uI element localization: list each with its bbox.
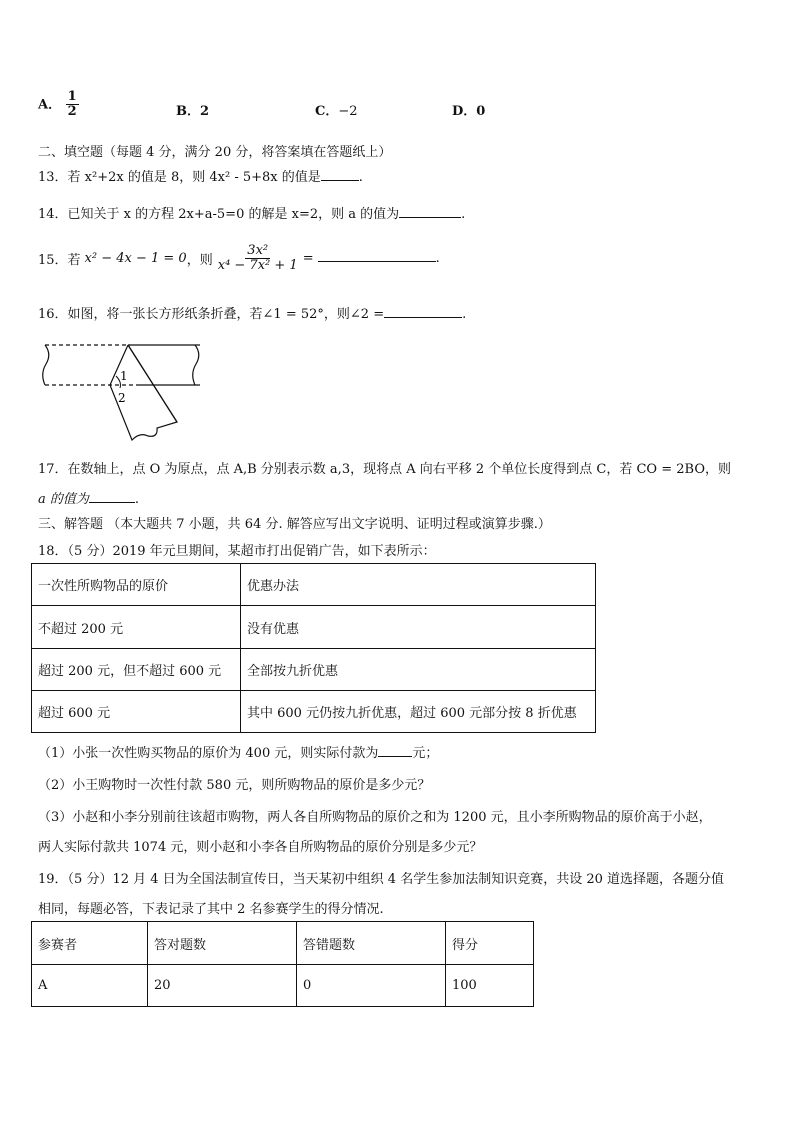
- q18-part2: （2）小王购物时一次性付款 580 元，则所购物品的原价是多少元？: [38, 778, 431, 793]
- section2-heading: 二、填空题（每题 4 分，满分 20 分，将答案填在答题纸上）: [38, 145, 392, 160]
- question-19-line1: 19．（5 分）12 月 4 日为全国法制宣传日，当天某初中组织 4 名学生参加法制知识竞赛，共设 20 道选择题，各题分值: [38, 872, 724, 887]
- table-cell: 超过 200 元，但不超过 600 元: [32, 649, 241, 691]
- q15-denominator: x⁴ − 7x² + 1: [217, 258, 298, 274]
- table-cell: 不超过 200 元: [32, 606, 241, 649]
- choice-c-label: C．: [315, 104, 339, 119]
- question-17-line2: a 的值为 .: [38, 492, 140, 507]
- question-19-line2: 相同，每题必答，下表记录了其中 2 名参赛学生的得分情况.: [38, 902, 384, 917]
- q18-part1-text: （1）小张一次性购买物品的原价为 400 元，则实际付款为: [38, 746, 379, 761]
- table-cell: 参赛者: [32, 922, 148, 965]
- table-row: [32, 691, 596, 733]
- q14-text: 14．已知关于 x 的方程 2x+a-5=0 的解是 x=2，则 a 的值为: [38, 207, 400, 222]
- q15-numerator: 3x²: [247, 243, 269, 258]
- q15-mid: ，则: [186, 253, 213, 269]
- q14-answer-blank[interactable]: [399, 217, 461, 218]
- fold-crease: [128, 345, 177, 422]
- table-cell: 其中 600 元仍按九折优惠，超过 600 元部分按 8 折优惠: [241, 691, 596, 733]
- table-cell: 一次性所购物品的原价: [32, 564, 241, 606]
- strip-right-break: [193, 345, 199, 385]
- choice-a-fraction: [66, 90, 79, 120]
- q16-answer-blank[interactable]: [384, 317, 462, 318]
- q15-fraction: [216, 244, 300, 274]
- strip-left-break: [43, 345, 49, 385]
- q17-answer-blank[interactable]: [89, 502, 135, 503]
- discount-table: [31, 563, 596, 733]
- q13-text: 13．若 x²+2x 的值是 8，则 4x² - 5+8x 的值是: [38, 170, 321, 185]
- choice-a: [38, 90, 79, 120]
- question-14: 14．已知关于 x 的方程 2x+a-5=0 的解是 x=2，则 a 的值为 .: [38, 207, 466, 222]
- table-cell: 优惠办法: [241, 564, 596, 606]
- q18-part1-suffix: 元；: [412, 746, 439, 761]
- q15-lead: 15．若: [38, 253, 81, 269]
- scores-table: [31, 921, 534, 1007]
- table-cell: 没有优惠: [241, 606, 596, 649]
- choice-a-denominator: 2: [67, 104, 77, 120]
- table-cell: 0: [297, 965, 446, 1007]
- table-cell: 得分: [446, 922, 534, 965]
- table-row: [32, 564, 596, 606]
- table-cell: 答错题数: [297, 922, 446, 965]
- choice-a-numerator: 1: [67, 89, 77, 104]
- q17-line2-text: a 的值为: [38, 492, 89, 507]
- choice-d: D．0: [452, 104, 486, 119]
- table-row: [32, 922, 534, 965]
- choice-a-label: A．: [38, 97, 62, 113]
- q18-part1-blank[interactable]: [378, 756, 412, 757]
- table-cell: A: [32, 965, 148, 1007]
- q18-part3-line1: （3）小赵和小李分别前往该超市购物，两人各自所购物品的原价之和为 1200 元，且小李所购物品的原价高于小赵，: [38, 810, 712, 825]
- folded-strip-figure: [40, 336, 210, 446]
- angle-2-label: 2: [118, 391, 126, 405]
- question-16: 16．如图，将一张长方形纸条折叠，若∠1 = 52°，则∠2 = .: [38, 307, 467, 322]
- section3-heading: 三、解答题 （本大题共 7 小题，共 64 分. 解答应写出文字说明、证明过程或演算步骤.）: [38, 517, 551, 532]
- q13-answer-blank[interactable]: [321, 180, 359, 181]
- question-18-title: 18．（5 分）2019 年元旦期间，某超市打出促销广告，如下表所示：: [38, 544, 436, 559]
- q15-condition: x² − 4x − 1 = 0: [84, 251, 187, 267]
- angle-1-label: 1: [120, 369, 128, 383]
- table-row: [32, 606, 596, 649]
- q18-part1: [38, 742, 438, 761]
- choice-c: [315, 100, 358, 119]
- question-17-line1: 17．在数轴上，点 O 为原点，点 A,B 分别表示数 a,3，现将点 A 向右平移 2 个单位长度得到点 C，若 CO = 2BO，则: [38, 462, 731, 477]
- table-cell: 全部按九折优惠: [241, 649, 596, 691]
- q15-equals: =: [302, 251, 314, 267]
- q15-answer-blank[interactable]: [318, 261, 436, 262]
- table-cell: 100: [446, 965, 534, 1007]
- table-cell: 超过 600 元: [32, 691, 241, 733]
- question-15: 15．若 x² − 4x − 1 = 0 ，则 $\frac{\text{3x²}}{\text{x⁴ − 7x² + 1}}$ = .: [38, 243, 440, 274]
- table-row: [32, 649, 596, 691]
- table-cell: 20: [148, 965, 297, 1007]
- q16-text: 16．如图，将一张长方形纸条折叠，若∠1 = 52°，则∠2 =: [38, 307, 385, 322]
- choice-b: B．2: [176, 104, 210, 119]
- choice-c-value: −2: [338, 104, 358, 119]
- table-row: [32, 965, 534, 1007]
- table-cell: 答对题数: [148, 922, 297, 965]
- q18-part3-line2: 两人实际付款共 1074 元，则小赵和小李各自所购物品的原价分别是多少元？: [38, 840, 483, 855]
- question-13: 13．若 x²+2x 的值是 8，则 4x² - 5+8x 的值是 .: [38, 170, 363, 185]
